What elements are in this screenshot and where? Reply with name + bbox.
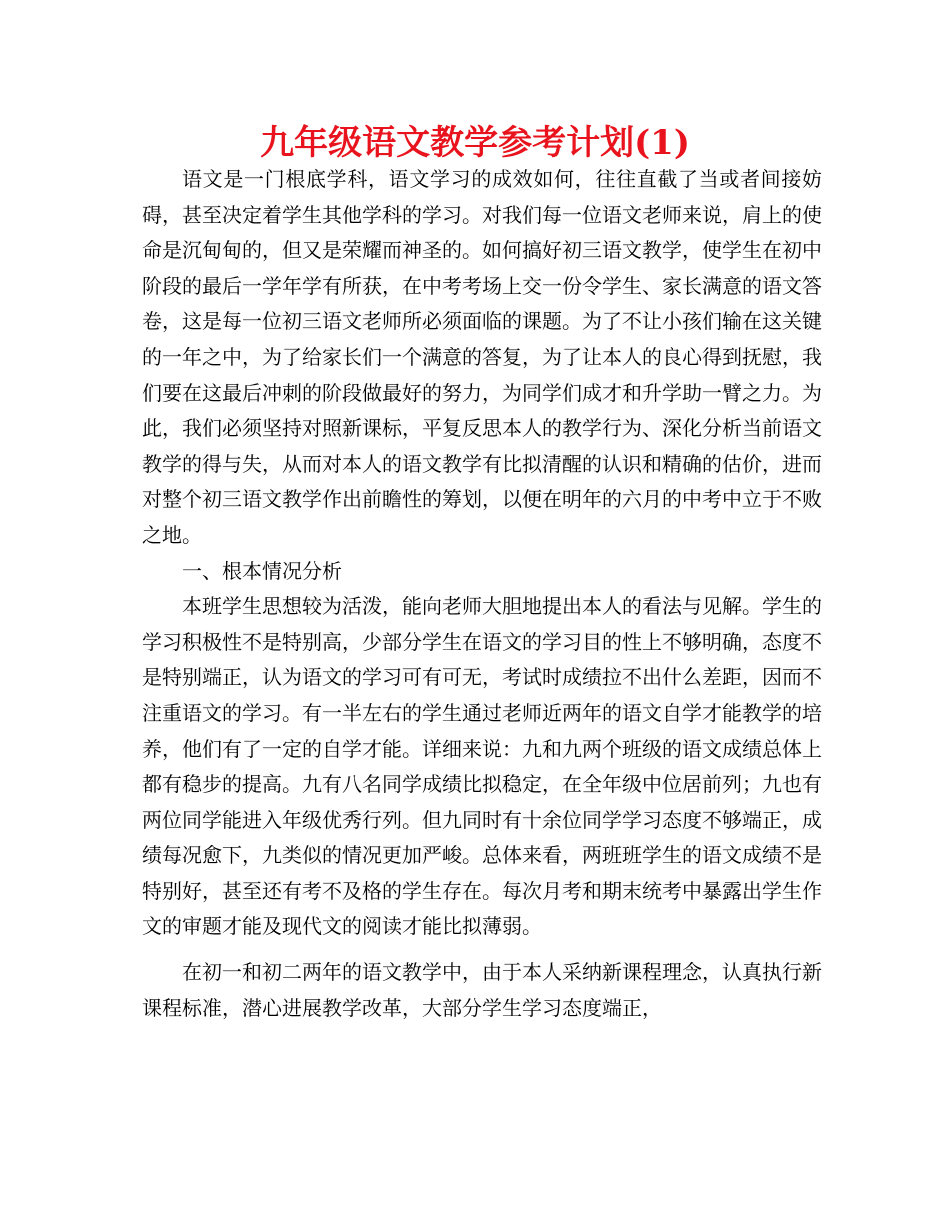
- document-title: 九年级语文教学参考计划(1): [260, 123, 690, 163]
- section-paragraph-1: 本班学生思想较为活泼，能向老师大胆地提出本人的看法与见解。学生的学习积极性不是特别高，少部分学生在语文的学习目的性上不够明确，态度不是特别端正，认为语文的学习可有可无，考试时成绩拉不出什么差距，因而不注重语文的学习。有一半左右的学生通过老师近两年的语文自学才能教学的培养，他们有了一定的自学才能。详细来说：九和九两个班级的语文成绩总体上都有稳步的提高。九有八名同学成绩比拟稳定，在全年级中位居前列；九也有两位同学能进入年级优秀行列。但九同时有十余位同学学习态度不够端正，成绩每况愈下，九类似的情况更加严峻。总体来看，两班班学生的语文成绩不是特别好，甚至还有考不及格的学生存在。每次月考和期末统考中暴露出学生作文的审题才能及现代文的阅读才能比拟薄弱。: [142, 594, 822, 939]
- section-heading: 一、根本情况分析: [182, 558, 342, 583]
- document-body: [142, 162, 822, 1026]
- intro-paragraph: 语文是一门根底学科，语文学习的成效如何，往往直截了当或者间接妨碍，甚至决定着学生其他学科的学习。对我们每一位语文老师来说，肩上的使命是沉甸甸的，但又是荣耀而神圣的。如何搞好初三语文教学，使学生在初中阶段的最后一学年学有所获，在中考考场上交一份令学生、家长满意的语文答卷，这是每一位初三语文老师所必须面临的课题。为了不让小孩们输在这关键的一年之中，为了给家长们一个满意的答复，为了让本人的良心得到抚慰，我们要在这最后冲刺的阶段做最好的努力，为同学们成才和升学助一臂之力。为此，我们必须坚持对照新课标，平复反思本人的教学行为、深化分析当前语文教学的得与失，从而对本人的语文教学有比拟清醒的认识和精确的估价，进而对整个初三语文教学作出前瞻性的筹划，以便在明年的六月的中考中立于不败之地。: [142, 167, 822, 547]
- section-paragraph-2: 在初一和初二两年的语文教学中，由于本人采纳新课程理念，认真执行新课程标准，潜心进展教学改革，大部分学生学习态度端正，: [142, 960, 822, 1020]
